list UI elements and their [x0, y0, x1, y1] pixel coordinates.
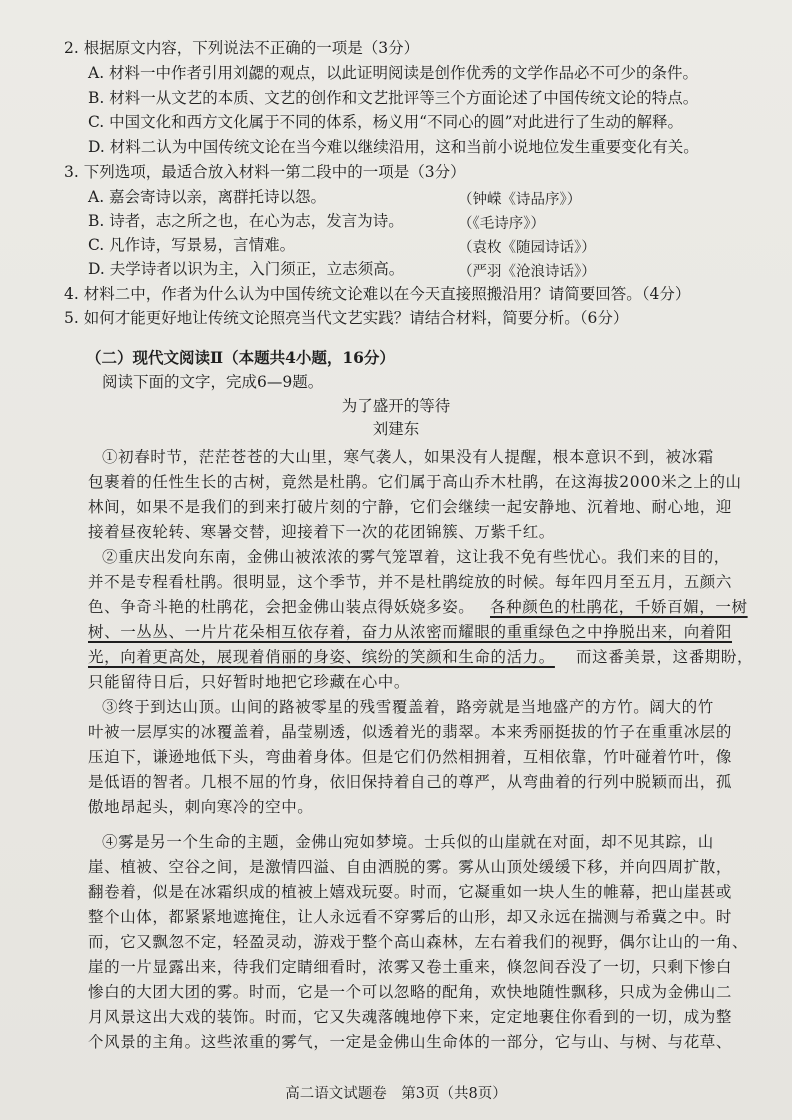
q3-option-d: D. 夫学诗者以识为主，入门须正，立志须高。: [88, 260, 405, 278]
article-line: 色、争奇斗艳的杜鹃花，会把金佛山装点得妖娆多姿。: [88, 598, 475, 616]
underlined-passage: 各种颜色的杜鹃花，千娇百媚，一树: [490, 598, 748, 616]
q5-stem: 5. 如何才能更好地让传统文论照亮当代文艺实践？请结合材料，简要分析。（6分）: [64, 309, 629, 327]
q3-option-c-source: （袁枚《随园诗话》）: [458, 240, 596, 256]
article-line: ②重庆出发向东南，金佛山被浓浓的雾气笼罩着，这让我不免有些忧心。我们来的目的，: [102, 548, 730, 566]
article-line: 接着昼夜轮转、寒暑交替，迎接着下一次的花团锦簇、万紫千红。: [88, 523, 555, 541]
q2-option-a: A. 材料一中作者引用刘勰的观点，以此证明阅读是创作优秀的文学作品必不可少的条件。: [88, 64, 699, 82]
q2-option-d: D. 材料二认为中国传统文论在当今难以继续沿用，这和当前小说地位发生重要变化有关。: [88, 138, 699, 156]
q2-stem: 2. 根据原文内容，下列说法不正确的一项是（3分）: [64, 39, 420, 57]
article-line: 是低语的智者。几根不屈的竹身，依旧保持着自己的尊严，从弯曲着的行列中脱颖而出，孤: [88, 773, 733, 791]
article-line: 林间，如果不是我们的到来打破片刻的宁静，它们会继续一起安静地、沉着地、耐心地，迎: [88, 498, 733, 516]
article-line: ①初春时节，茫茫苍苍的大山里，寒气袭人，如果没有人提醒，根本意识不到，被冰霜: [102, 448, 714, 466]
underlined-passage: 树、一丛丛、一片片花朵相互依存着，奋力从浓密而耀眼的重重绿色之中挣脱出来，向着阳: [88, 623, 733, 641]
article-line: ③终于到达山顶。山间的路被零星的残雪覆盖着，路旁就是当地盛产的方竹。阔大的竹: [102, 698, 714, 716]
q4-stem: 4. 材料二中，作者为什么认为中国传统文论难以在今天直接照搬沿用？请简要回答。（4分）: [64, 285, 691, 303]
q3-option-b: B. 诗者，志之所之也，在心为志，发言为诗。: [88, 212, 404, 230]
article-line: 傲地昂起头，刺向寒冷的空中。: [88, 798, 314, 816]
q2-option-b: B. 材料一从文艺的本质、文艺的创作和文艺批评等三个方面论述了中国传统文论的特点。: [88, 89, 699, 107]
page-footer: 高二语文试题卷 第3页（共8页）: [285, 1086, 507, 1102]
underlined-passage: 光，向着更高处，展现着俏丽的身姿、缤纷的笑颜和生命的活力。: [88, 648, 555, 666]
article-title: 为了盛开的等待: [341, 397, 451, 415]
q3-option-a: A. 嘉会寄诗以亲，离群托诗以怨。: [88, 188, 327, 206]
q3-option-c: C. 凡作诗，写景易，言情难。: [88, 236, 296, 254]
article-line: 月风景这出大戏的装饰。时而，它又失魂落魄地停下来，定定地裹住你看到的一切，成为整: [88, 1008, 733, 1026]
article-line: 包裹着的任性生长的古树，竟然是杜鹃。它们属于高山乔木杜鹃，在这海拔2000米之上的山: [88, 473, 742, 491]
article-line: 崖的一片显露出来，待我们定睛细看时，浓雾又卷土重来，倏忽间吞没了一切，只剩下惨白: [88, 958, 733, 976]
article-line: 而，它又飘忽不定，轻盈灵动，游戏于整个高山森林，左右着我们的视野，偶尔让山的一角、: [88, 933, 749, 951]
article-line: 叶被一层厚实的冰覆盖着，晶莹剔透，似透着光的翡翠。本来秀丽挺拔的竹子在重重冰层的: [88, 723, 733, 741]
article-line: 惨白的大团大团的雾。时而，它是一个可以忽略的配角，欢快地随性飘移，只成为金佛山二: [88, 983, 733, 1001]
article-line: ④雾是另一个生命的主题，金佛山宛如梦境。士兵似的山崖就在对面，却不见其踪，山: [102, 833, 714, 851]
article-author: 刘建东: [372, 420, 420, 438]
article-line: 只能留待日后，只好暂时地把它珍藏在心中。: [88, 673, 411, 691]
article-line: 翻卷着，似是在冰霜织成的植被上嬉戏玩耍。时而，它凝重如一块人生的帷幕，把山崖甚或: [88, 883, 733, 901]
q3-option-d-source: （严羽《沧浪诗话》）: [458, 264, 596, 280]
section-heading: （二）现代文阅读Ⅱ（本题共4小题，16分）: [86, 348, 395, 367]
article-line: 并不是专程看杜鹃。很明显，这个季节，并不是杜鹃绽放的时候。每年四月至五月，五颜六: [88, 573, 733, 591]
q2-option-c: C. 中国文化和西方文化属于不同的体系，杨义用“不同心的圆”对此进行了生动的解释。: [88, 113, 684, 131]
q3-option-a-source: （钟嵘《诗品序》）: [458, 192, 582, 208]
q3-option-b-source: （《毛诗序》）: [458, 216, 545, 232]
article-line: 压迫下，谦逊地低下头，弯曲着身体。但是它们仍然相拥着，互相依靠，竹叶碰着竹叶，像: [88, 748, 733, 766]
article-line: 个风景的主角。这些浓重的雾气，一定是金佛山生命体的一部分，它与山、与树、与花草、: [88, 1033, 733, 1051]
article-line: 整个山体，都紧紧地遮掩住，让人永远看不穿雾后的山形，却又永远在揣测与希冀之中。时: [88, 908, 733, 926]
section-instruction: 阅读下面的文字，完成6—9题。: [102, 373, 324, 391]
article-line: 而这番美景，这番期盼，: [576, 648, 754, 666]
q3-stem: 3. 下列选项，最适合放入材料一第二段中的一项是（3分）: [64, 163, 466, 181]
article-line: 崖、植被、空谷之间，是激情四溢、自由洒脱的雾。雾从山顶处缓缓下移，并向四周扩散，: [88, 858, 733, 876]
